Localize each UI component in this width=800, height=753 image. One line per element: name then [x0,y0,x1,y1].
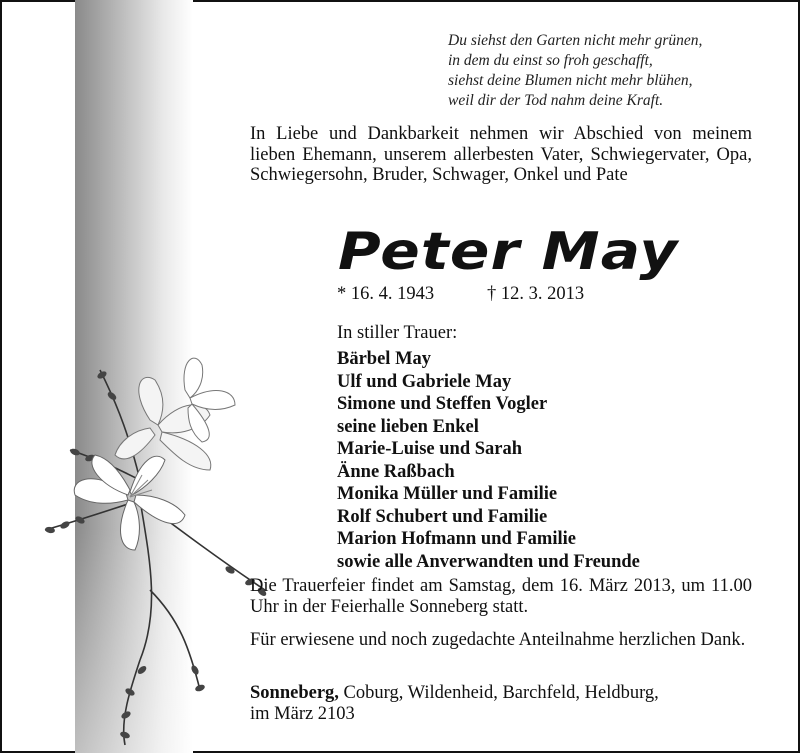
thanks-text: Für erwiesene und noch zugedachte Anteilnahme herzlichen Dank. [250,630,746,650]
intro-text: In Liebe und Dankbarkeit nehmen wir Abschied von meinem lieben Ehemann, unserem allerbesten Vater, Schwiegervater, Opa, Schwiegersohn, Bruder, Schwager, Onkel und Pate [250,124,752,185]
poem-line: in dem du einst so froh geschafft, [448,52,653,69]
poem-line: weil dir der Tod nahm deine Kraft. [448,92,664,109]
mourner-name: Marie-Luise und Sarah [337,439,523,459]
mourner-name: Marion Hofmann und Familie [337,529,576,549]
funeral-info: Die Trauerfeier findet am Samstag, dem 16. März 2013, um 11.00 Uhr in der Feierhalle Sonneberg statt. [250,576,752,617]
mourner-name: sowie alle Anverwandten und Freunde [337,551,640,572]
poem-line: Du siehst den Garten nicht mehr grünen, [448,32,703,49]
mourner-name: Änne Raßbach [337,461,455,482]
place-and-date [250,683,752,724]
lily-flower-decoration [30,330,280,750]
birth-date: * 16. 4. 1943 [337,284,435,304]
mourner-name: Simone und Steffen Vogler [337,394,548,414]
place-main: Sonneberg, [250,683,339,703]
mourner-name: seine lieben Enkel [337,416,479,437]
poem [448,31,768,111]
death-date: † 12. 3. 2013 [487,284,585,304]
mourners-list [337,348,640,573]
life-dates [337,284,584,305]
deceased-name: Peter May [338,222,679,282]
notice-date: im März 2103 [250,703,355,724]
place-others: Coburg, Wildenheid, Barchfeld, Heldburg, [343,683,659,703]
mourner-name: Bärbel May [337,349,432,369]
mourner-name: Rolf Schubert und Familie [337,506,548,527]
poem-line: siehst deine Blumen nicht mehr blühen, [448,72,693,89]
mourner-name: Monika Müller und Familie [337,484,558,504]
mourning-heading: In stiller Trauer: [337,323,458,343]
mourner-name: Ulf und Gabriele May [337,371,512,392]
